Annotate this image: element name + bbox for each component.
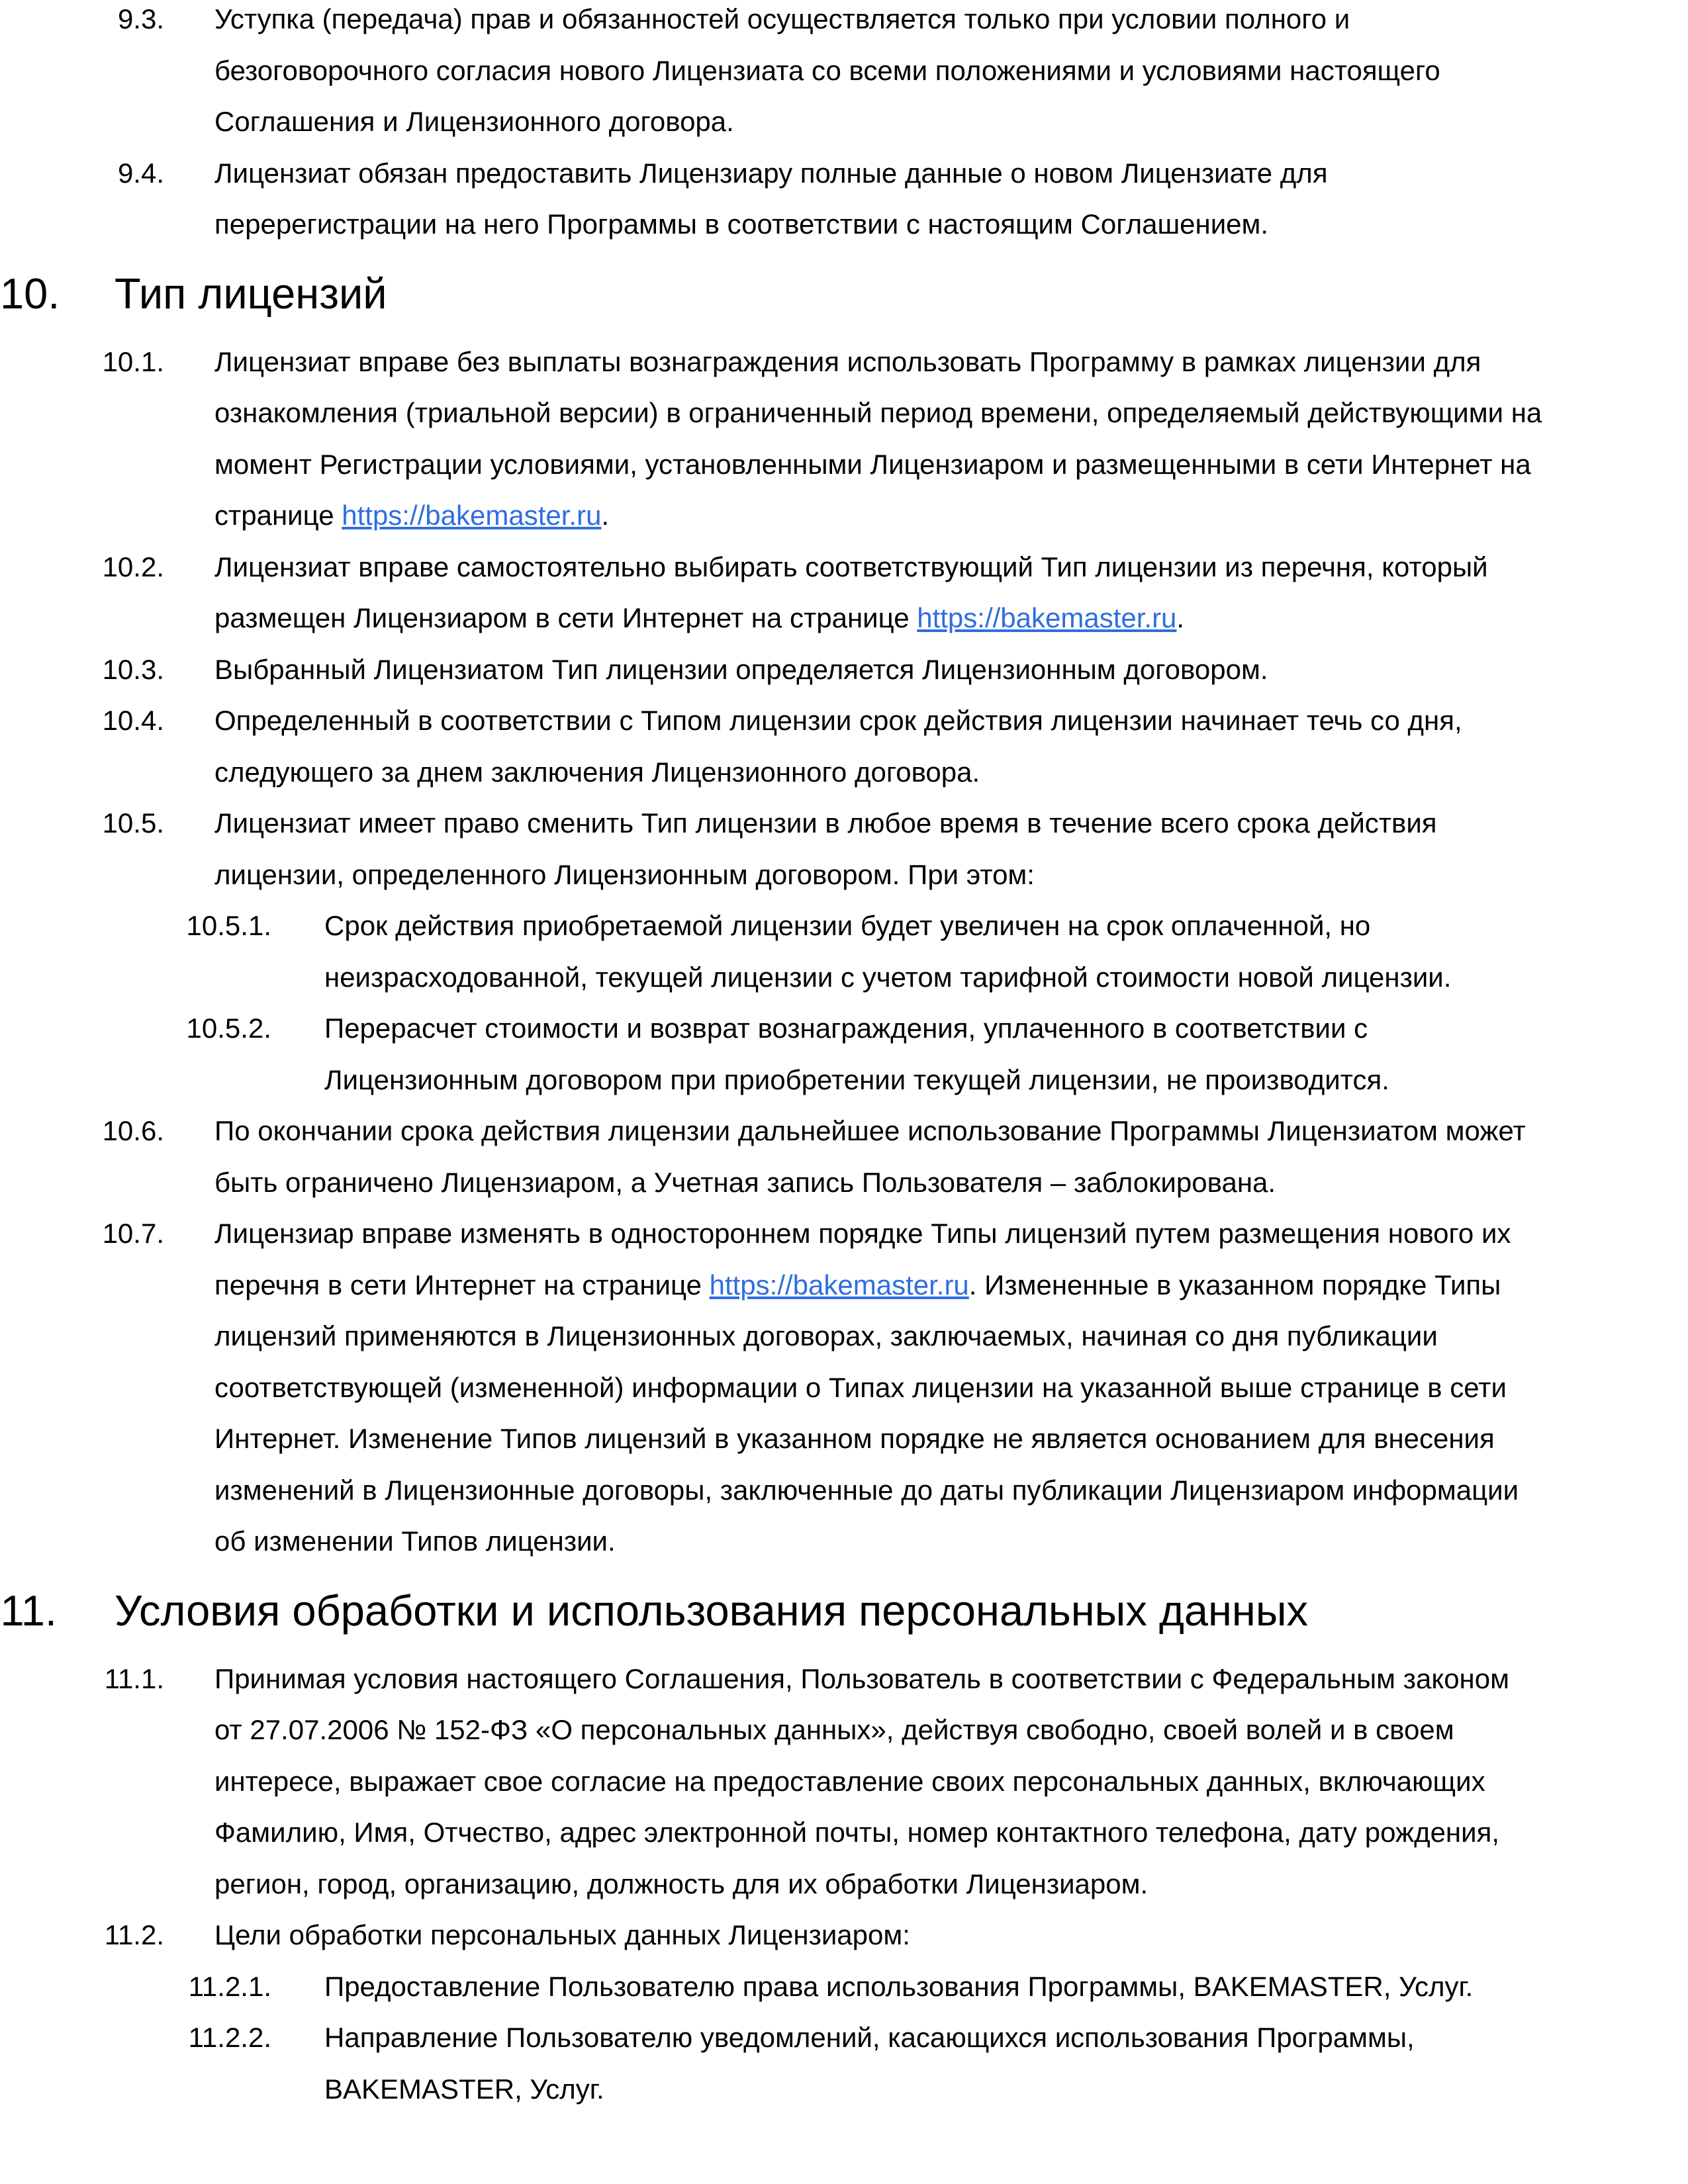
clause-number: 10.3. — [102, 653, 164, 685]
clause-number: 11.1. — [104, 1662, 164, 1694]
clause-line: Выбранный Лицензиатом Тип лицензии определяется Лицензионным договором. — [214, 653, 1268, 685]
clause-item — [0, 1208, 1688, 1567]
clause-number: 10.6. — [102, 1115, 164, 1146]
clause-line: Уступка (передача) прав и обязанностей осуществляется только при условии полного и — [214, 3, 1350, 34]
section-heading-text: Условия обработки и использования персональных данных — [115, 1586, 1309, 1635]
clause-item — [0, 148, 1688, 250]
clause-line: размещен Лицензиаром в сети Интернет на странице https://bakemaster.ru. — [214, 602, 1185, 633]
clause-line: интересе, выражает свое согласие на предоставление своих персональных данных, включающих — [214, 1765, 1485, 1797]
clause-line: Фамилию, Имя, Отчество, адрес электронной почты, номер контактного телефона, дату рождения, — [214, 1817, 1500, 1848]
clause-line: Лицензиат имеет право сменить Тип лицензии в любое время в течение всего срока действия — [214, 807, 1437, 839]
clause-line: перерегистрации на него Программы в соответствии с настоящим Соглашением. — [214, 208, 1269, 240]
clause-line: соответствующей (измененной) информации о Типах лицензии на указанной выше странице в сети — [214, 1371, 1507, 1403]
clause-number: 10.5.2. — [186, 1013, 271, 1044]
bakemaster-link[interactable]: https://bakemaster.ru — [342, 500, 602, 531]
clause-number: 10.5.1. — [186, 910, 271, 941]
clause-item — [0, 1961, 1688, 2013]
clause-item — [0, 797, 1688, 900]
clause-line: изменений в Лицензионные договоры, заключенные до даты публикации Лицензиаром информации — [214, 1474, 1519, 1506]
clause-number: 10.1. — [102, 345, 164, 377]
clause-line: следующего за днем заключения Лицензионного договора. — [214, 756, 980, 788]
clause-line: лицензий применяются в Лицензионных договорах, заключаемых, начиная со дня публикации — [214, 1320, 1438, 1351]
clause-line: Соглашения и Лицензионного договора. — [214, 106, 734, 137]
bakemaster-link[interactable]: https://bakemaster.ru — [709, 1269, 969, 1300]
clause-number: 10.5. — [102, 807, 164, 839]
clause-item — [0, 336, 1688, 541]
clause-line: от 27.07.2006 № 152-ФЗ «О персональных данных», действуя свободно, своей волей и в своем — [214, 1714, 1454, 1745]
clause-number: 10.7. — [102, 1218, 164, 1249]
section-heading-text: Тип лицензий — [115, 269, 387, 318]
clause-number: 11. — [0, 1586, 57, 1635]
clause-line: неизрасходованной, текущей лицензии с учетом тарифной стоимости новой лицензии. — [324, 961, 1452, 993]
bakemaster-link[interactable]: https://bakemaster.ru — [917, 602, 1177, 633]
clause-line: Интернет. Изменение Типов лицензий в указанном порядке не является основанием для внесения — [214, 1423, 1495, 1454]
clause-line: По окончании срока действия лицензии дальнейшее использование Программы Лицензиатом может — [214, 1115, 1526, 1146]
clause-item — [0, 1105, 1688, 1208]
clause-number: 9.3. — [117, 3, 164, 34]
clause-line: перечня в сети Интернет на странице https://bakemaster.ru. Измененные в указанном порядке Типы — [214, 1269, 1501, 1300]
clause-item — [0, 541, 1688, 644]
clause-line: Перерасчет стоимости и возврат вознаграждения, уплаченного в соответствии с — [324, 1013, 1368, 1044]
clause-number: 10.4. — [102, 705, 164, 736]
clause-line: Цели обработки персональных данных Лицензиаром: — [214, 1919, 910, 1950]
clause-line: Определенный в соответствии с Типом лицензии срок действия лицензии начинает течь со дня, — [214, 705, 1462, 736]
clause-item — [0, 644, 1688, 696]
clause-item — [0, 695, 1688, 797]
clause-line: Лицензиар вправе изменять в одностороннем порядке Типы лицензий путем размещения нового их — [214, 1218, 1511, 1249]
clause-line: момент Регистрации условиями, установленными Лицензиаром и размещенными в сети Интернет на — [214, 448, 1531, 480]
clause-line: Лицензиат вправе без выплаты вознаграждения использовать Программу в рамках лицензии для — [214, 345, 1481, 377]
section-heading — [0, 262, 1688, 326]
clause-line: Лицензиат обязан предоставить Лицензиару полные данные о новом Лицензиате для — [214, 157, 1328, 189]
clause-item — [0, 1909, 1688, 1961]
clause-line: Лицензиат вправе самостоятельно выбирать соответствующий Тип лицензии из перечня, который — [214, 551, 1488, 582]
clause-line: BAKEMASTER, Услуг. — [324, 2073, 604, 2105]
clause-number: 9.4. — [117, 157, 164, 189]
clause-line: Срок действия приобретаемой лицензии будет увеличен на срок оплаченной, но — [324, 910, 1371, 941]
clause-number: 11.2. — [104, 1919, 164, 1950]
clause-line: быть ограничено Лицензиаром, а Учетная запись Пользователя – заблокирована. — [214, 1166, 1276, 1198]
clause-item — [0, 900, 1688, 1003]
clause-line: Лицензионным договором при приобретении текущей лицензии, не производится. — [324, 1064, 1389, 1095]
clause-item — [0, 1003, 1688, 1105]
clause-line: лицензии, определенного Лицензионным договором. При этом: — [214, 858, 1035, 890]
clause-line: регион, город, организацию, должность для их обработки Лицензиаром. — [214, 1868, 1149, 1899]
clause-line: безоговорочного согласия нового Лицензиата со всеми положениями и условиями настоящего — [214, 54, 1440, 86]
clause-number: 11.2.2. — [188, 2022, 271, 2053]
clause-number: 11.2.1. — [188, 1970, 271, 2002]
clause-number: 10.2. — [102, 551, 164, 582]
clause-line: об изменении Типов лицензии. — [214, 1525, 616, 1557]
clause-line: Направление Пользователю уведомлений, касающихся использования Программы, — [324, 2022, 1415, 2053]
clause-item — [0, 0, 1688, 148]
clause-line: ознакомления (триальной версии) в ограниченный период времени, определяемый действующими на — [214, 397, 1542, 428]
section-heading — [0, 1579, 1688, 1643]
clause-line: Предоставление Пользователю права использования Программы, BAKEMASTER, Услуг. — [324, 1970, 1474, 2002]
clause-item — [0, 1653, 1688, 1910]
clause-line: странице https://bakemaster.ru. — [214, 500, 610, 531]
clause-number: 10. — [0, 269, 60, 318]
clause-line: Принимая условия настоящего Соглашения, Пользователь в соответствии с Федеральным законом — [214, 1662, 1509, 1694]
clause-item — [0, 2012, 1688, 2115]
